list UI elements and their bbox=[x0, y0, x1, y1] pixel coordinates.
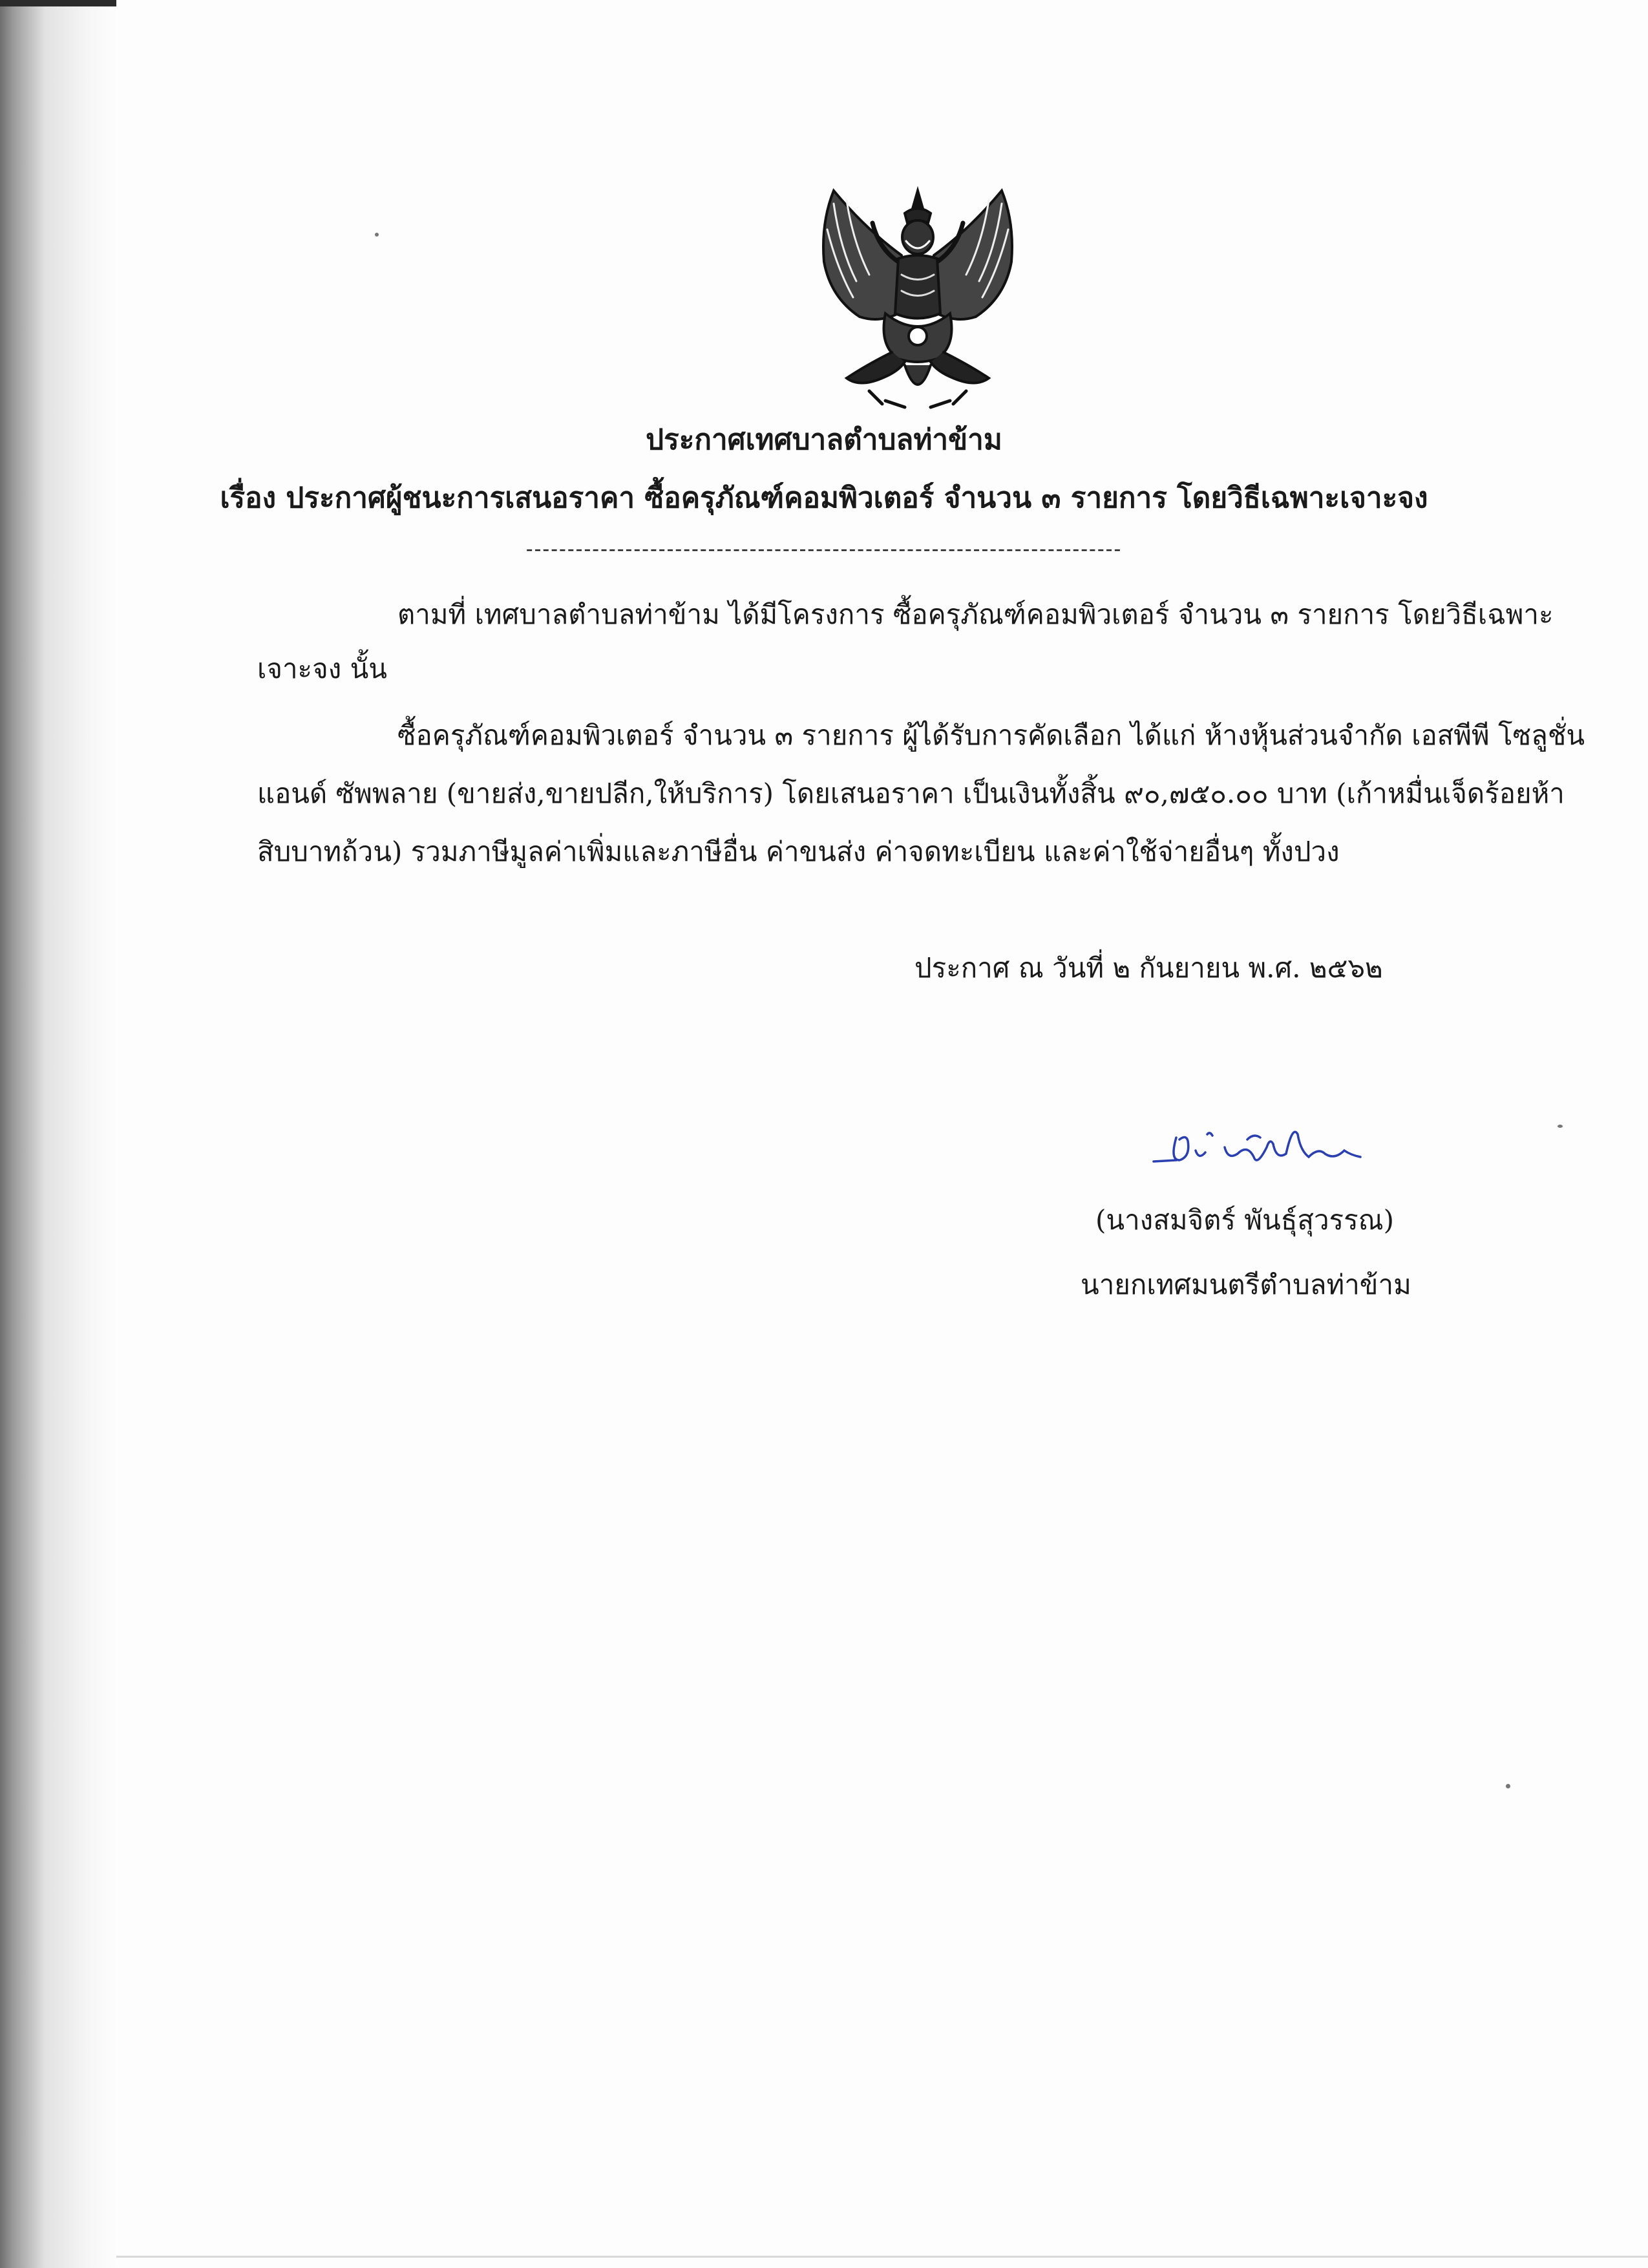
garuda-emblem-icon bbox=[808, 184, 1028, 410]
announcement-title: ประกาศเทศบาลตำบลท่าข้าม bbox=[646, 423, 1002, 456]
scan-speck bbox=[1558, 1125, 1563, 1128]
signatory-position: นายกเทศมนตรีตำบลท่าข้าม bbox=[1081, 1269, 1411, 1300]
scan-bottom-edge bbox=[116, 2256, 1648, 2258]
signatory-name: (นางสมจิตร์ พันธุ์สุวรรณ) bbox=[1095, 1204, 1395, 1236]
handwritten-signature bbox=[1150, 1121, 1364, 1186]
separator-line: ------------------------------------------------------------------------ bbox=[525, 536, 1123, 561]
announcement-date: ประกาศ ณ วันที่ ๒ กันยายน พ.ศ. ๒๕๖๒ bbox=[914, 952, 1383, 984]
announcement-subject: เรื่อง ประกาศผู้ชนะการเสนอราคา ซื้อครุภัณฑ์คอมพิวเตอร์ จำนวน ๓ รายการ โดยวิธีเฉพาะเจาะจง bbox=[220, 482, 1428, 514]
paragraph-1-line-1: ตามที่ เทศบาลตำบลท่าข้าม ได้มีโครงการ ซื้อครุภัณฑ์คอมพิวเตอร์ จำนวน ๓ รายการ โดยวิธีเฉพาะ bbox=[397, 599, 1554, 630]
paragraph-2-line-2: แอนด์ ซัพพลาย (ขายส่ง,ขายปลีก,ให้บริการ) โดยเสนอราคา เป็นเงินทั้งสิ้น ๙๐,๗๕๐.๐๐ บาท (เก้าหมื่นเจ็ดร้อยห้า bbox=[257, 778, 1565, 809]
paragraph-2-line-1: ซื้อครุภัณฑ์คอมพิวเตอร์ จำนวน ๓ รายการ ผู้ได้รับการคัดเลือก ได้แก่ ห้างหุ้นส่วนจำกัด เอสพีพี โซลูชั่น bbox=[397, 719, 1585, 751]
paragraph-1-line-2: เจาะจง นั้น bbox=[257, 653, 387, 684]
scan-left-shadow bbox=[0, 0, 116, 2268]
scan-speck bbox=[1506, 1784, 1510, 1788]
scan-speck bbox=[375, 233, 379, 237]
paragraph-2-line-3: สิบบาทถ้วน) รวมภาษีมูลค่าเพิ่มและภาษีอื่น ค่าขนส่ง ค่าจดทะเบียน และค่าใช้จ่ายอื่นๆ ทั้งปวง bbox=[257, 836, 1340, 867]
scan-top-edge bbox=[0, 0, 116, 6]
